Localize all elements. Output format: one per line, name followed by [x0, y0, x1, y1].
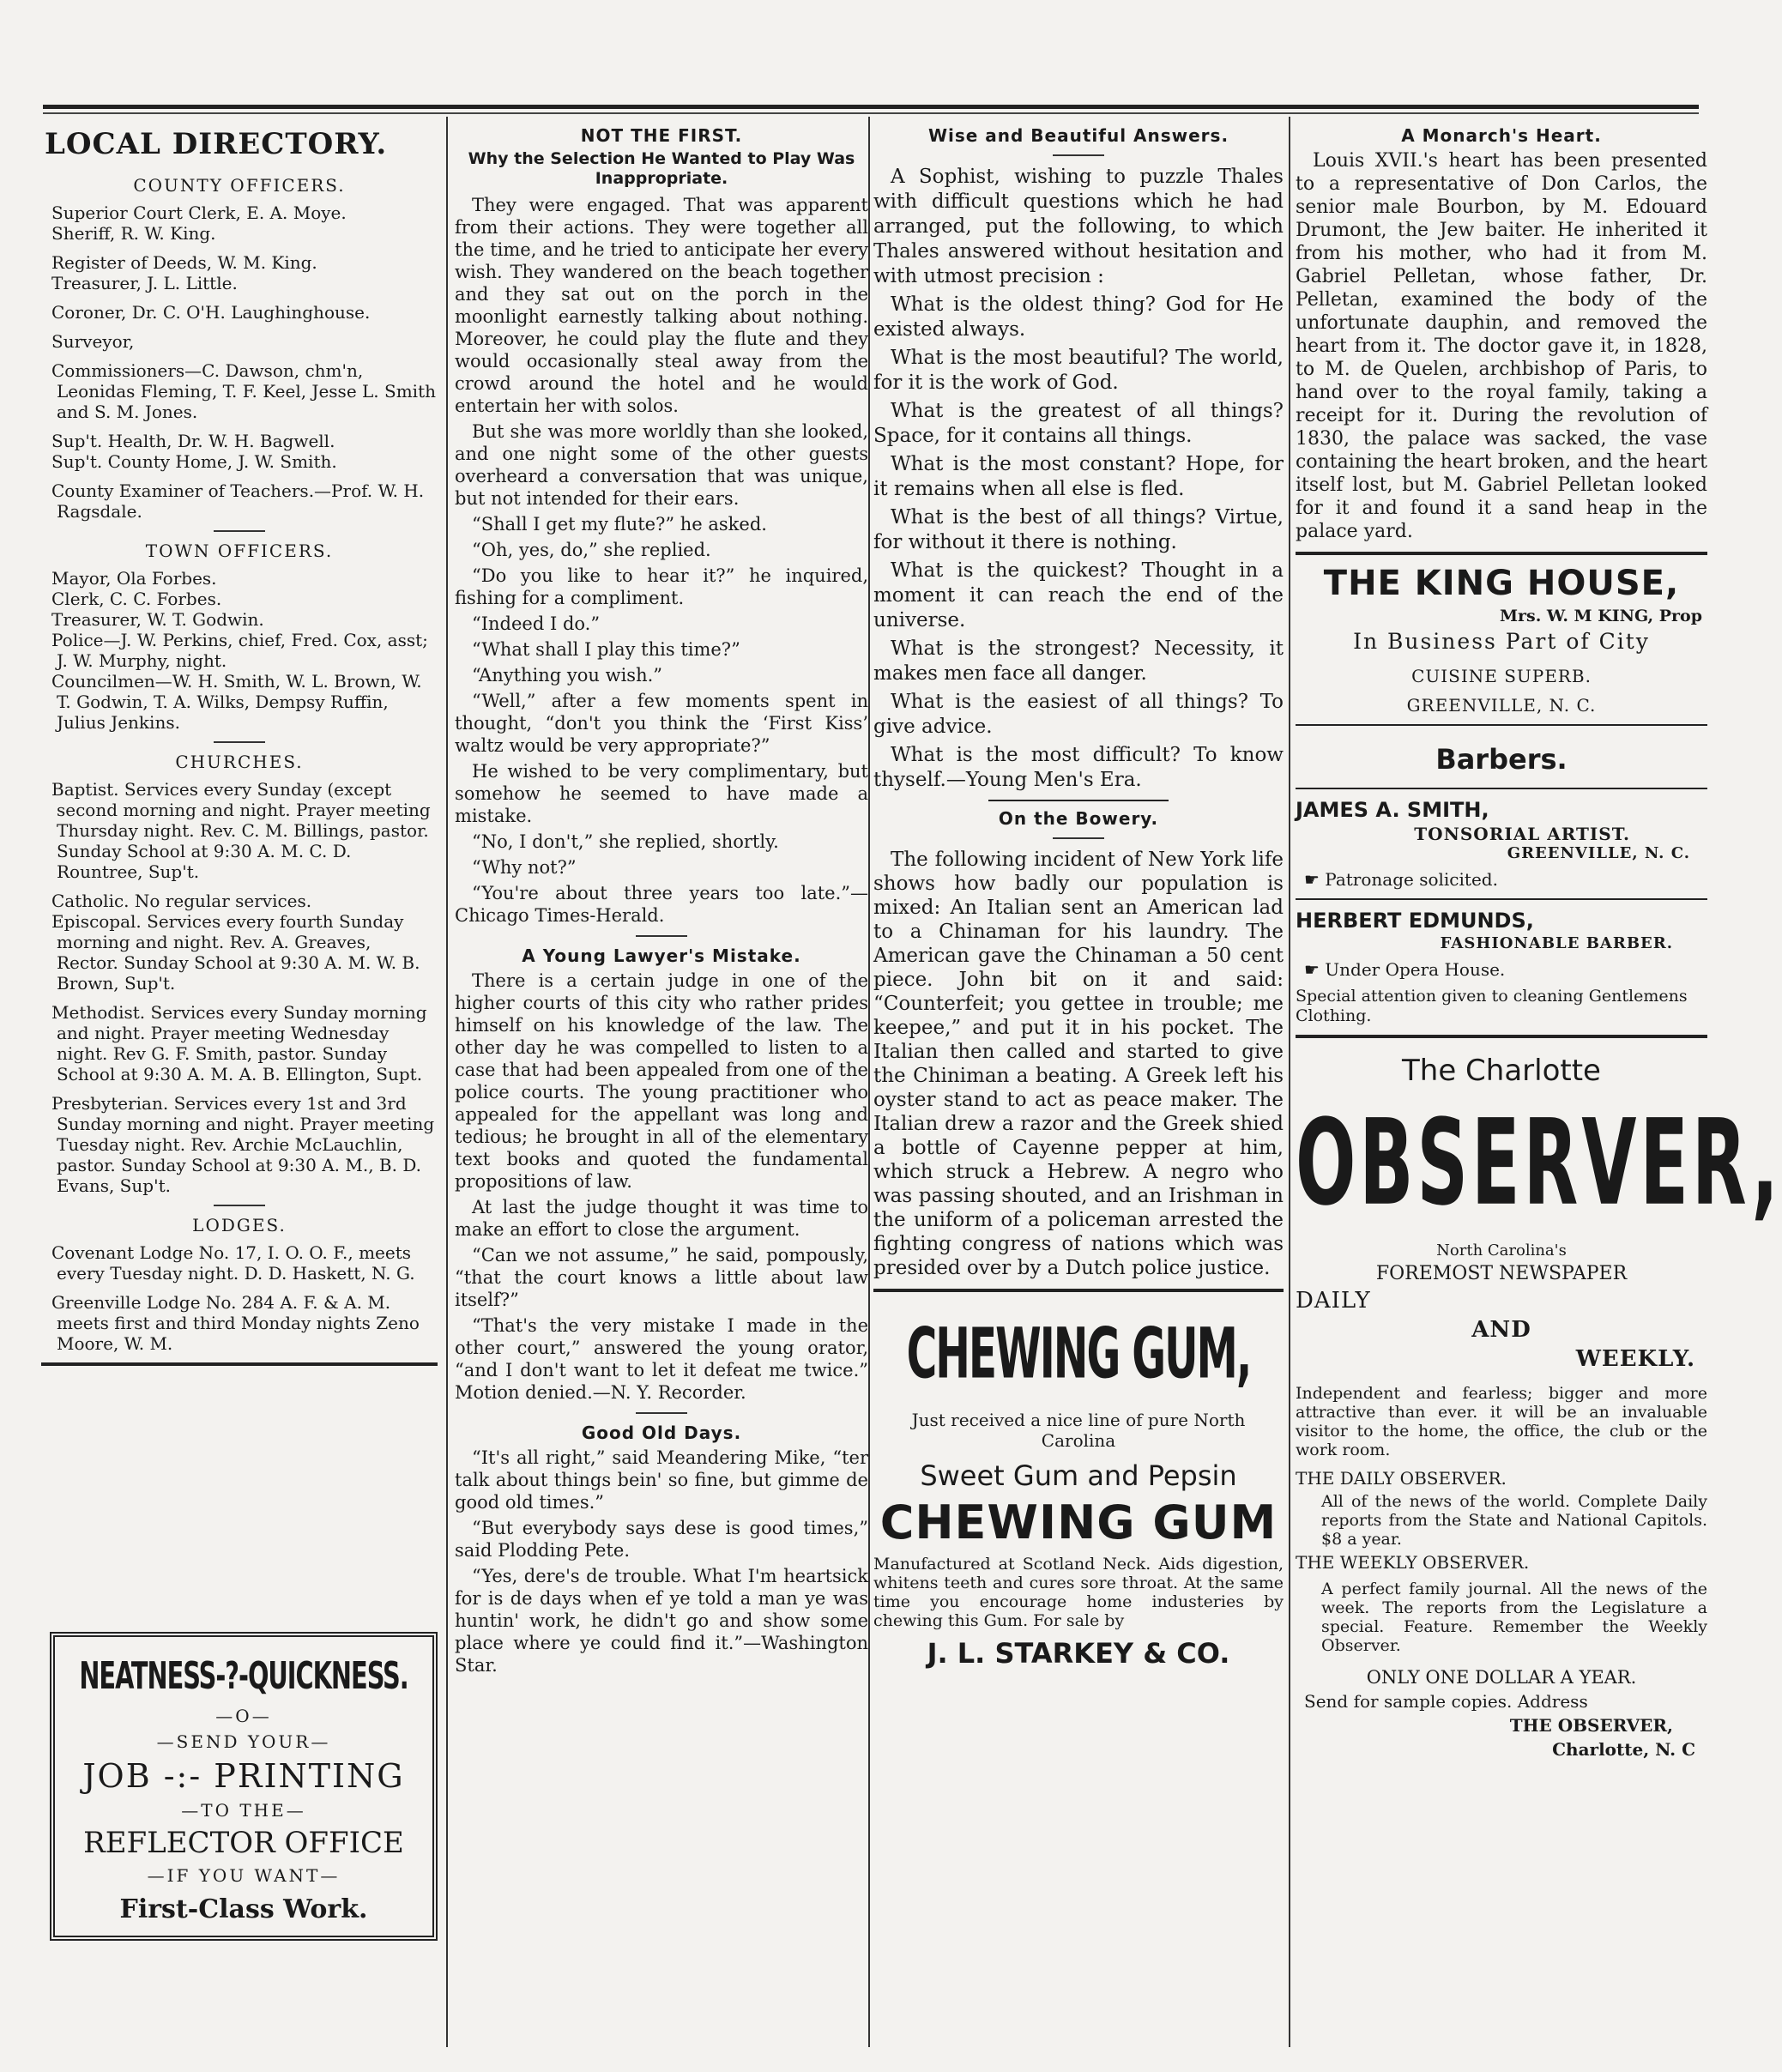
barbers-heading: Barbers.: [1435, 743, 1568, 776]
gum-ad-text: Manufactured at Scotland Neck. Aids digestion, whitens teeth and cures sore throat. At the same time you encourage home industeries by chewing this Gum. For sale by: [873, 1555, 1284, 1630]
paragraph: What is the most constant? Hope, for it remains when all else is fled.: [873, 453, 1284, 500]
paragraph: A Sophist, wishing to puzzle Thales with difficult questions which he had arranged, put the following, to which Thales answered without hesitation and with utmost precision :: [873, 166, 1284, 287]
paragraph: “Shall I get my flute?” he asked.: [472, 514, 767, 535]
article-body: [455, 194, 868, 927]
barber-name: HERBERT EDMUNDS,: [1296, 909, 1534, 933]
section-rule: [873, 1289, 1284, 1292]
lodges-heading: LODGES.: [192, 1215, 287, 1235]
local-directory-title: LOCAL DIRECTORY.: [45, 127, 388, 161]
section-dash: [214, 1205, 265, 1206]
directory-entry: Treasurer, J. L. Little.: [51, 273, 238, 293]
paragraph: “Why not?”: [472, 857, 577, 878]
top-rule: [43, 105, 1699, 109]
column-stories-3: [1296, 120, 1782, 2051]
ad-ornament: —O—: [215, 1706, 272, 1726]
top-rule-thin: [43, 112, 1699, 114]
gum-ad-headline: CHEWING GUM: [879, 1495, 1278, 1549]
column-stories-2: [873, 120, 1284, 2051]
directory-entry: Councilmen—W. H. Smith, W. L. Brown, W. T. Godwin, T. A. Wilks, Dempsy Ruffin, Julius Jenkins.: [51, 671, 422, 733]
directory-entry: Baptist. Services every Sunday (except second morning and night. Prayer meeting Thursday night. Rev. C. M. Billings, pastor. Sunday School at 9:30 A. M. C. D. Rountree, Sup't.: [51, 779, 431, 882]
county-officers-heading: COUNTY OFFICERS.: [133, 175, 346, 196]
paragraph: “You're about three years too late.”—Chicago Times-Herald.: [455, 883, 868, 926]
paragraph: “Yes, dere's de trouble. What I'm heartsick for is de days when ef ye told a man ye was huntin' work, he didn't go and show some place where ye could find it.”—Washington Star.: [455, 1566, 868, 1676]
paragraph: “Well,” after a few moments spent in thought, “don't you think the ‘First Kiss’ waltz would be very appropriate?”: [455, 691, 868, 756]
article-subtitle: Why the Selection He Wanted to Play Was Inappropriate.: [468, 149, 855, 188]
directory-entry: Coroner, Dr. C. O'H. Laughinghouse.: [51, 302, 371, 323]
paragraph: “What shall I play this time?”: [472, 639, 740, 660]
article-body: [873, 165, 1284, 793]
directory-entry: Catholic. No regular services.: [51, 891, 312, 911]
directory-entry: Superior Court Clerk, E. A. Moye.: [51, 202, 347, 223]
directory-entry: County Examiner of Teachers.—Prof. W. H. Ragsdale.: [51, 480, 425, 522]
barber-note: Special attention given to cleaning Gentlemens Clothing.: [1296, 987, 1688, 1025]
churches-list: [41, 779, 438, 1196]
article-title: Wise and Beautiful Answers.: [927, 125, 1229, 146]
observer-address: THE OBSERVER,: [1509, 1715, 1673, 1736]
ad-line: —TO THE—: [181, 1800, 306, 1821]
ad-line: JOB -:- PRINTING: [82, 1757, 405, 1795]
article-title: NOT THE FIRST.: [580, 125, 743, 146]
reflector-printing-ad: [50, 1632, 438, 1941]
paragraph: What is the most beautiful? The world, for it is the work of God.: [873, 347, 1284, 394]
column-stories-1: [455, 120, 868, 2051]
chewing-gum-ad: [873, 1313, 1284, 1670]
directory-entry: Mayor, Ola Forbes.: [51, 568, 217, 589]
directory-entry: Clerk, C. C. Forbes.: [51, 589, 222, 609]
observer-sample: Send for sample copies. Address: [1304, 1691, 1588, 1712]
ad-line: First-Class Work.: [119, 1894, 368, 1924]
paragraph: What is the best of all things? Virtue, for without it there is nothing.: [873, 506, 1284, 553]
paragraph: What is the greatest of all things? Space, for it contains all things.: [873, 400, 1284, 447]
king-house-ad: [1296, 564, 1707, 716]
paragraph: “Indeed I do.”: [472, 613, 601, 634]
article-title: Good Old Days.: [581, 1423, 742, 1443]
directory-entry: Commissioners—C. Dawson, chm'n, Leonidas Fleming, T. F. Keel, Jesse L. Smith and S. M. Jones.: [51, 360, 436, 422]
directory-entry: Sheriff, R. W. King.: [51, 223, 216, 244]
paragraph: “Oh, yes, do,” she replied.: [472, 540, 711, 560]
article-divider: [988, 800, 1169, 801]
observer-and: AND: [1471, 1317, 1531, 1343]
section-rule: [1296, 788, 1707, 789]
article-body: [455, 970, 868, 1404]
observer-masthead: OBSERVER,: [1296, 1094, 1782, 1232]
observer-weekly-heading: THE WEEKLY OBSERVER.: [1296, 1552, 1530, 1573]
observer-address: Charlotte, N. C: [1552, 1739, 1695, 1760]
directory-entry: Presbyterian. Services every 1st and 3rd Sunday morning and night. Prayer meeting Tuesday night. Rev. Archie McLauchlin, pastor. Sunday School at 9:30 A. M., B. D. Evans, Sup't.: [51, 1093, 435, 1196]
section-dash: [214, 530, 265, 532]
section-rule: [1296, 1035, 1707, 1038]
observer-line: FOREMOST NEWSPAPER: [1375, 1263, 1628, 1284]
paragraph: Louis XVII.'s heart has been presented to a representative of Don Carlos, the senior male Bourbon, by M. Edouard Drumont, the Jew baiter. He inherited it from his mother, who had it from M. Gabriel Pelletan, whose father, Dr. Pelletan, examined the body of the unfortunate dauphin, and removed the heart from it. The doctor gave it, in 1828, to M. de Quelen, archbishop of Paris, to hand over to the royal family, taking a receipt for it. During the revolution of 1830, the palace was sacked, the vase containing the heart broken, and the heart itself lost, but M. Gabriel Pelletan looked for it and found it a sand heap in the palace yard.: [1296, 150, 1707, 542]
barber-ad-smith: [1296, 798, 1707, 890]
directory-entry: Surveyor,: [51, 331, 135, 352]
town-officers-list: [41, 568, 438, 733]
observer-weekly: WEEKLY.: [1575, 1346, 1695, 1372]
section-rule: [41, 1362, 438, 1366]
paragraph: What is the most difficult? To know thyself.—Young Men's Era.: [873, 744, 1284, 791]
churches-heading: CHURCHES.: [175, 752, 304, 772]
article-title: A Monarch's Heart.: [1401, 125, 1602, 146]
gum-ad-seller: J. L. STARKEY & CO.: [927, 1637, 1230, 1670]
directory-entry: Police—J. W. Perkins, chief, Fred. Cox, asst; J. W. Murphy, night.: [51, 630, 428, 671]
paragraph: “But everybody says dese is good times,” said Plodding Pete.: [455, 1518, 868, 1561]
paragraph: What is the oldest thing? God for He existed always.: [873, 293, 1284, 341]
ad-line: —IF YOU WANT—: [147, 1865, 341, 1886]
section-rule: [1296, 552, 1707, 555]
paragraph: What is the easiest of all things? To give advice.: [873, 691, 1284, 738]
observer-daily: DAILY: [1296, 1288, 1371, 1314]
directory-entry: Treasurer, W. T. Godwin.: [51, 609, 264, 630]
county-officers-list: [41, 202, 438, 522]
paragraph: At last the judge thought it was time to make an effort to close the argument.: [455, 1197, 868, 1240]
barber-title: FASHIONABLE BARBER.: [1440, 934, 1673, 952]
town-officers-heading: TOWN OFFICERS.: [145, 541, 334, 561]
king-house-line: CUISINE SUPERB.: [1411, 666, 1592, 686]
section-dash: [214, 741, 265, 743]
column-divider: [1289, 117, 1290, 2047]
column-divider: [446, 117, 448, 2047]
observer-price: ONLY ONE DOLLAR A YEAR.: [1366, 1667, 1637, 1688]
paragraph: The following incident of New York life shows how badly our population is mixed: An Italian sent an American lad to a Chinaman for his laundry. The American gave the Chinaman a 50 cent piece. John bit on it and said: “Counterfeit; you gettee in trouble; me keepee,” and put it in his pocket. The Italian then called and started to give the Chiniman a beating. A Greek left his oyster stand to act as peace maker. The Italian drew a razor and the Greek shied a bottle of Cayenne pepper at him, which struck a Hebrew. A negro who was passing shouted, and an Irishman in the uniform of a policeman arrested the fighting congress of nations which was presided over by a Dutch police justice.: [873, 849, 1284, 1279]
ad-line: REFLECTOR OFFICE: [83, 1826, 404, 1860]
paragraph: “That's the very mistake I made in the other court,” answered the young orator, “and I don't want to let it defeat me twice.” Motion denied.—N. Y. Recorder.: [455, 1315, 868, 1403]
article-title: On the Bowery.: [998, 808, 1159, 829]
observer-daily-text: All of the news of the world. Complete Daily reports from the State and National Capitols. $8 a year.: [1321, 1492, 1707, 1549]
article-title: A Young Lawyer's Mistake.: [522, 945, 801, 966]
king-house-proprietor: Mrs. W. M KING, Prop: [1499, 607, 1702, 625]
charlotte-observer-ad: [1296, 1054, 1782, 1760]
directory-entry: Episcopal. Services every fourth Sunday morning and night. Rev. A. Greaves, Rector. Sunday School at 9:30 A. M. W. B. Brown, Sup't.: [51, 911, 420, 994]
gum-ad-line: Sweet Gum and Pepsin: [920, 1459, 1237, 1492]
paragraph: “Anything you wish.”: [472, 665, 663, 686]
directory-entry: Covenant Lodge No. 17, I. O. O. F., meets every Tuesday night. D. D. Haskett, N. G.: [51, 1242, 415, 1284]
paragraph: “Can we not assume,” he said, pompously, “that the court knows a little about law itself?”: [455, 1245, 868, 1310]
column-local-directory: [41, 120, 438, 2051]
article-divider: [1053, 837, 1104, 839]
ad-line: —SEND YOUR—: [156, 1731, 331, 1752]
article-divider: [636, 935, 687, 937]
paragraph: There is a certain judge in one of the higher courts of this city who rather prides himself on his knowledge of the law. The other day he was compelled to listen to a case that had been appealed from one of the police courts. The young practitioner who appealed for the appellant was long and tedious; he brought in all of the elementary text books and quoted the fundamental propositions of law.: [455, 970, 868, 1192]
paragraph: What is the quickest? Thought in a moment it can reach the end of the universe.: [873, 559, 1284, 631]
section-rule: [1296, 724, 1707, 726]
king-house-title: THE KING HOUSE,: [1323, 564, 1680, 603]
directory-entry: Greenville Lodge No. 284 A. F. & A. M. meets first and third Monday nights Zeno Moore, W. M.: [51, 1292, 420, 1354]
directory-entry: Methodist. Services every Sunday morning and night. Prayer meeting Wednesday night. Rev G. F. Smith, pastor. Sunday School at 9:30 A. M. A. B. Ellington, Supt.: [51, 1002, 427, 1084]
gum-ad-line: Just received a nice line of pure North Carolina: [911, 1410, 1246, 1451]
column-divider: [868, 117, 870, 2047]
paragraph: “No, I don't,” she replied, shortly.: [472, 831, 779, 852]
observer-line: North Carolina's: [1436, 1241, 1567, 1260]
article-divider: [1053, 154, 1104, 156]
barber-name: JAMES A. SMITH,: [1296, 798, 1489, 822]
article-body: [873, 848, 1284, 1280]
article-divider: [636, 1412, 687, 1414]
paragraph: “It's all right,” said Meandering Mike, “ter talk about things bein' so fine, but gimme de good old times.”: [455, 1447, 868, 1513]
observer-description: Independent and fearless; bigger and more attractive than ever. it will be an invaluable visitor to the home, the office, the club or the work room.: [1296, 1384, 1707, 1459]
paragraph: What is the strongest? Necessity, it makes men face all danger.: [873, 637, 1284, 685]
barber-ad-edmunds: [1296, 909, 1707, 1026]
observer-daily-heading: THE DAILY OBSERVER.: [1296, 1468, 1507, 1489]
king-house-line: GREENVILLE, N. C.: [1406, 695, 1597, 716]
gum-ad-title: CHEWING GUM,: [906, 1313, 1251, 1394]
observer-weekly-text: A perfect family journal. All the news of the week. The reports from the Legislature a special. Feature. Remember the Weekly Observer.: [1321, 1580, 1707, 1655]
lodges-list: [41, 1242, 438, 1354]
barber-place: GREENVILLE, N. C.: [1507, 844, 1690, 862]
barber-note: ☛ Under Opera House.: [1304, 959, 1506, 980]
barber-note: ☛ Patronage solicited.: [1304, 869, 1498, 890]
barber-title: TONSORIAL ARTIST.: [1414, 824, 1630, 844]
section-rule: [1296, 898, 1707, 900]
article-body: [455, 1447, 868, 1676]
paragraph: He wished to be very complimentary, but somehow he seemed to have made a mistake.: [455, 761, 868, 826]
paragraph: But she was more worldly than she looked, and one night some of the other guests overheard a conversation that was unique, but not intended for their ears.: [455, 421, 868, 509]
directory-entry: Register of Deeds, W. M. King.: [51, 252, 317, 273]
directory-entry: Sup't. County Home, J. W. Smith.: [51, 451, 337, 472]
paragraph: “Do you like to hear it?” he inquired, fishing for a compliment.: [455, 565, 868, 608]
ad-headline: NEATNESS-?-QUICKNESS.: [79, 1653, 408, 1698]
king-house-location: In Business Part of City: [1353, 629, 1650, 654]
observer-the: The Charlotte: [1402, 1054, 1601, 1088]
paragraph: They were engaged. That was apparent from their actions. They were together all the time, and he tried to anticipate her every wish. They wandered on the beach together and they sat out on the porch in the moonlight earnestly talking about nothing. Moreover, he could play the flute and they would occasionally steal away from the crowd around the hotel and he would entertain her with solos.: [455, 195, 868, 416]
article-body: [1296, 149, 1707, 543]
directory-entry: Sup't. Health, Dr. W. H. Bagwell.: [51, 431, 335, 451]
